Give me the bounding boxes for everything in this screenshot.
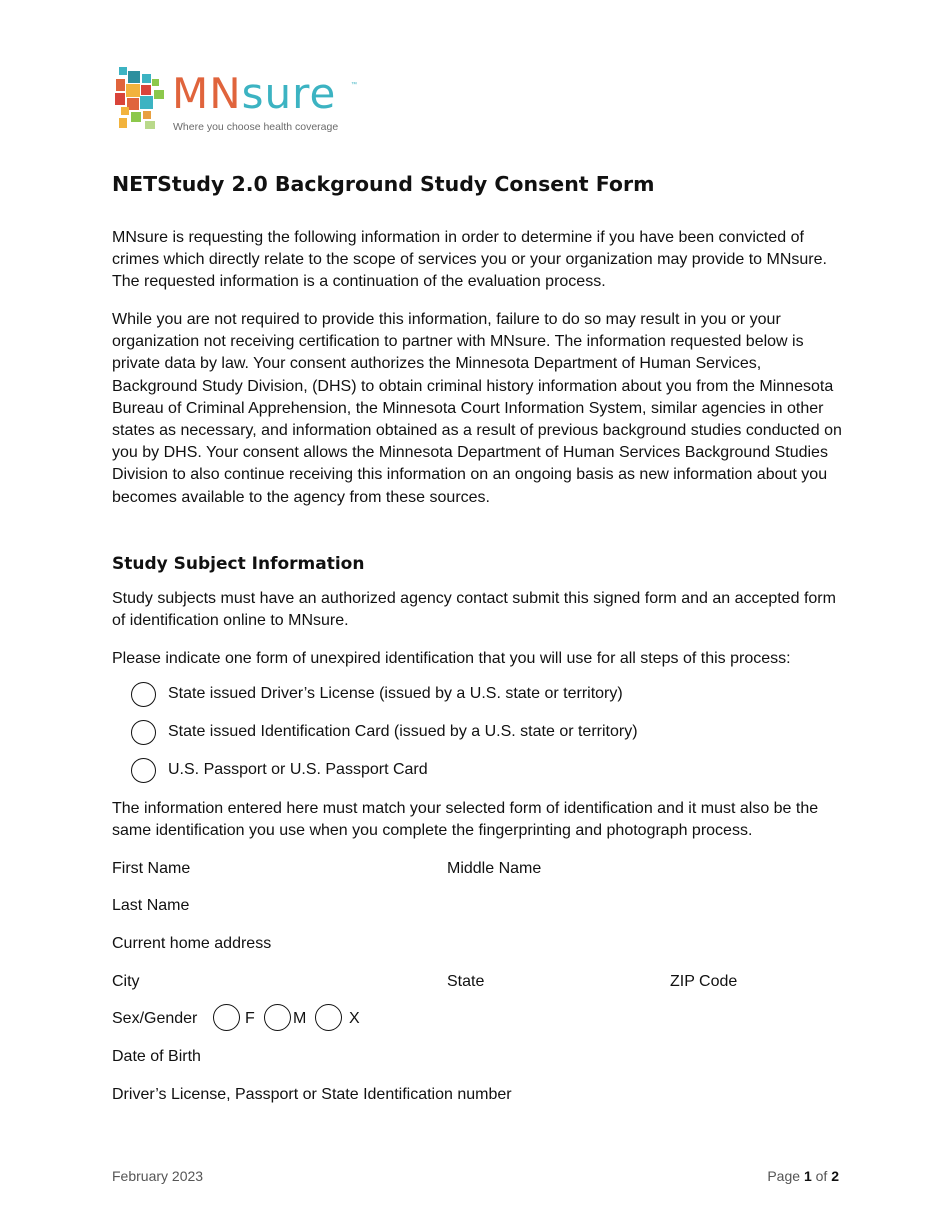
radio-button[interactable]	[131, 758, 156, 783]
section-heading: Study Subject Information	[112, 554, 365, 574]
intro-paragraph: MNsure is requesting the following information in order to determine if you have been convicted of crimes which directly relate to the scope of services you or your organization may provide to MNsure. The requested information is a continuation of the evaluation process.	[112, 229, 827, 291]
page-title: NETStudy 2.0 Background Study Consent Form	[112, 172, 655, 196]
mnsure-logo	[115, 65, 365, 135]
middle-name-field[interactable]: Middle Name	[447, 860, 542, 877]
sex-x-radio[interactable]	[315, 1004, 342, 1031]
sex-m-label: M	[293, 1010, 307, 1027]
zip-code-field[interactable]: ZIP Code	[670, 973, 738, 990]
sex-x-label: X	[349, 1010, 360, 1027]
logo-mosaic-icon	[115, 65, 170, 131]
date-of-birth-field[interactable]: Date of Birth	[112, 1048, 201, 1065]
radio-button[interactable]	[131, 720, 156, 745]
id-option-label: State issued Identification Card (issued by a U.S. state or territory)	[168, 723, 638, 740]
page-of: of	[815, 1168, 828, 1184]
first-name-field[interactable]: First Name	[112, 860, 191, 877]
logo-tagline: Where you choose health coverage	[173, 121, 339, 133]
page-number	[767, 1168, 839, 1184]
logo-wordmark	[172, 69, 336, 119]
sex-f-label: F	[245, 1010, 255, 1027]
logo-word-mn: MN	[172, 69, 242, 118]
home-address-field[interactable]: Current home address	[112, 935, 272, 952]
sex-f-radio[interactable]	[213, 1004, 240, 1031]
logo-trademark: ™	[351, 82, 357, 88]
id-option-label: U.S. Passport or U.S. Passport Card	[168, 761, 428, 778]
page-total: 2	[831, 1168, 839, 1184]
subject-instructions: Study subjects must have an authorized agency contact submit this signed form and an accepted form of identification online to MNsure.	[112, 590, 836, 630]
page-current: 1	[803, 1168, 812, 1184]
city-field[interactable]: City	[112, 973, 140, 990]
radio-button[interactable]	[131, 682, 156, 707]
id-prompt: Please indicate one form of unexpired identification that you will use for all steps of this process:	[112, 650, 791, 667]
match-note: The information entered here must match your selected form of identification and it must also be the same identification you use when you complete the fingerprinting and photograph process.	[112, 800, 819, 840]
footer-date: February 2023	[112, 1168, 204, 1184]
id-number-field[interactable]: Driver’s License, Passport or State Identification number	[112, 1086, 512, 1103]
sex-gender-label: Sex/Gender	[112, 1010, 198, 1027]
consent-paragraph: While you are not required to provide this information, failure to do so may result in you or your organization not receiving certification to partner with MNsure. The information requested below is private data by law. Your consent authorizes the Minnesota Department of Human Services, Background Study Division, (DHS) to obtain criminal history information about you from the Minnesota Bureau of Criminal Apprehension, the Minnesota Court Information System, similar agencies in other states as necessary, and information obtained as a result of previous background studies conducted on you by DHS. Your consent allows the Minnesota Department of Human Services Background Studies Division to also continue receiving this information on an ongoing basis as new information about you becomes available to the agency from these sources.	[112, 311, 842, 506]
sex-m-radio[interactable]	[264, 1004, 291, 1031]
logo-word-sure: sure	[241, 69, 337, 118]
page-prefix: Page	[767, 1168, 801, 1184]
id-option-label: State issued Driver’s License (issued by a U.S. state or territory)	[168, 685, 623, 702]
last-name-field[interactable]: Last Name	[112, 897, 190, 914]
state-field[interactable]: State	[447, 973, 485, 990]
